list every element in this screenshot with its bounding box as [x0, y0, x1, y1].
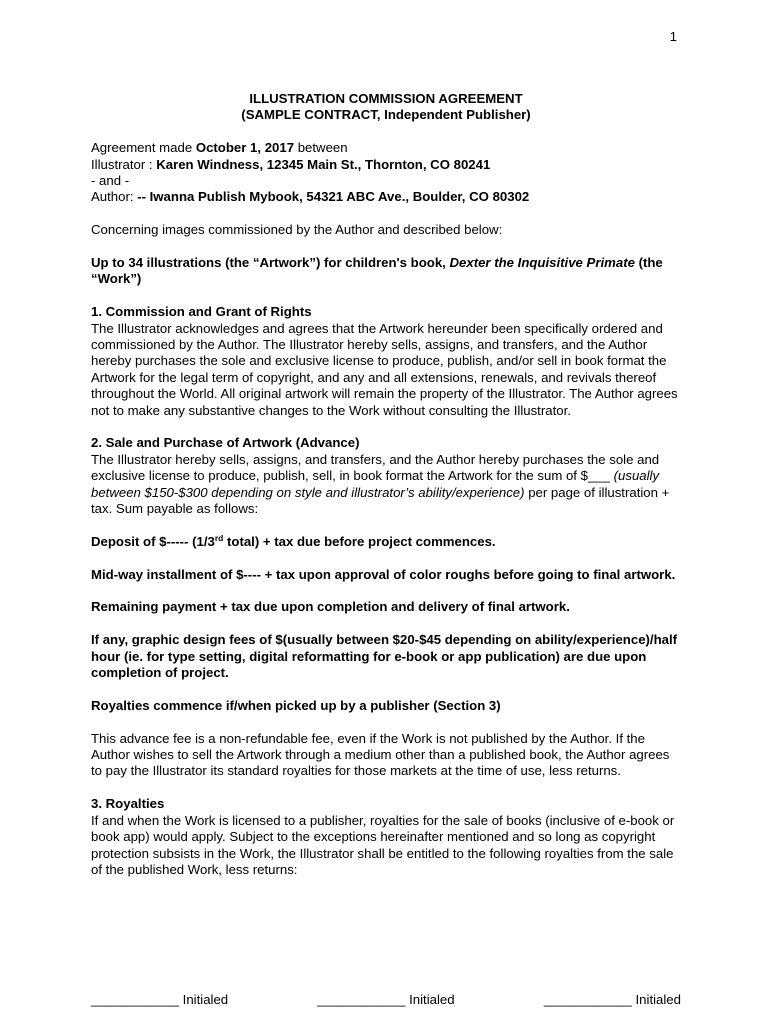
remaining-payment: Remaining payment + tax due upon completion and delivery of final artwork. [91, 599, 570, 615]
section-2-body-end: per page of illustration + tax. Sum payable as follows: [91, 484, 670, 517]
midway-installment: Mid-way installment of $---- + tax upon approval of color roughs before going to final artwork. [91, 566, 676, 582]
deposit-after: total) + tax due before project commences. [223, 533, 496, 549]
section-1-body: The Illustrator acknowledges and agrees that the Artwork hereunder been specifically ordered and commissioned by the Author. The Illustrator hereby sells, assigns, and transfers, and the Author hereby purchases the sole and exclusive license to produce, publish, and/or sell in book format the Artwork for the legal term of copyright, and any and all extensions, renewals, and revivals thereof throughout the World. All original artwork will remain the property of the Illustrator. The Author agrees not to make any substantive changes to the Work without consulting the Illustrator. [91, 320, 678, 418]
advance-fee-text: This advance fee is a non-refundable fee, even if the Work is not published by the Author. If the Author wishes to sell the Artwork through a medium other than a published book, the Author agrees to pay the Illustrator its standard royalties for those markets at the time of use, less returns. [91, 730, 670, 779]
initials-footer [91, 992, 681, 1008]
section-2 [91, 435, 681, 517]
and-line: - and - [91, 173, 130, 189]
made-prefix: Agreement made [91, 140, 196, 156]
deposit-before: Deposit of $----- (1/3 [91, 533, 215, 549]
author-label: Author: [91, 189, 138, 205]
section-3-body: If and when the Work is licensed to a publisher, royalties for the sale of books (inclusive of e-book or book app) would apply. Subject to the exceptions hereinafter mentioned and so long as copyright protection subsists in the Work, the Illustrator shall be entitled to the following royalties from the sale of the published Work, less returns: [91, 812, 675, 877]
agreement-document [91, 91, 681, 895]
work-description [91, 255, 681, 288]
work-suffix: (the “Work”) [91, 255, 663, 287]
section-1 [91, 304, 681, 419]
author-value: -- Iwanna Publish Mybook, 54321 ABC Ave., Boulder, CO 80302 [137, 189, 530, 205]
initial-line-2: ____________ Initialed [317, 992, 455, 1007]
deposit-line [91, 534, 681, 550]
section-2-heading: 2. Sale and Purchase of Artwork (Advance) [91, 435, 360, 451]
initial-line-3: ____________ Initialed [543, 992, 681, 1007]
concerning-text: Concerning images commissioned by the Author and described below: [91, 222, 503, 238]
illustrator-value: Karen Windness, 12345 Main St., Thornton, CO 80241 [156, 156, 491, 172]
section-2-body-start: The Illustrator hereby sells, assigns, and transfers, and the Author hereby purchases the sole and exclusive license to produce, publish, sell, in book format the Artwork for the sum of $___ [91, 451, 660, 484]
made-suffix: between [294, 140, 348, 156]
section-1-heading: 1. Commission and Grant of Rights [91, 304, 312, 320]
title-line-2: (SAMPLE CONTRACT, Independent Publisher) [241, 107, 531, 123]
section-2-body-italic: (usually between $150-$300 depending on style and illustrator’s ability/experience) [91, 468, 660, 500]
section-3-heading: 3. Royalties [91, 796, 165, 812]
design-fees: If any, graphic design fees of $(usually between $20-$45 depending on ability/experience)/half hour (ie. for type setting, digital reformatting for e-book or app publication) are due upon completion of project. [91, 632, 678, 681]
book-title: Dexter the Inquisitive Primate [449, 255, 635, 271]
page-number: 1 [669, 29, 677, 44]
title-line-1: ILLUSTRATION COMMISSION AGREEMENT [249, 91, 523, 106]
document-title [91, 91, 681, 124]
royalties-note: Royalties commence if/when picked up by a publisher (Section 3) [91, 697, 501, 713]
illustrator-label: Illustrator : [91, 156, 157, 172]
deposit-superscript: rd [214, 532, 224, 543]
agreement-date: October 1, 2017 [195, 140, 295, 156]
section-3 [91, 796, 681, 878]
work-prefix: Up to 34 illustrations (the “Artwork”) for children's book, [91, 255, 450, 271]
parties-block [91, 140, 681, 206]
initial-line-1: ____________ Initialed [91, 992, 229, 1007]
